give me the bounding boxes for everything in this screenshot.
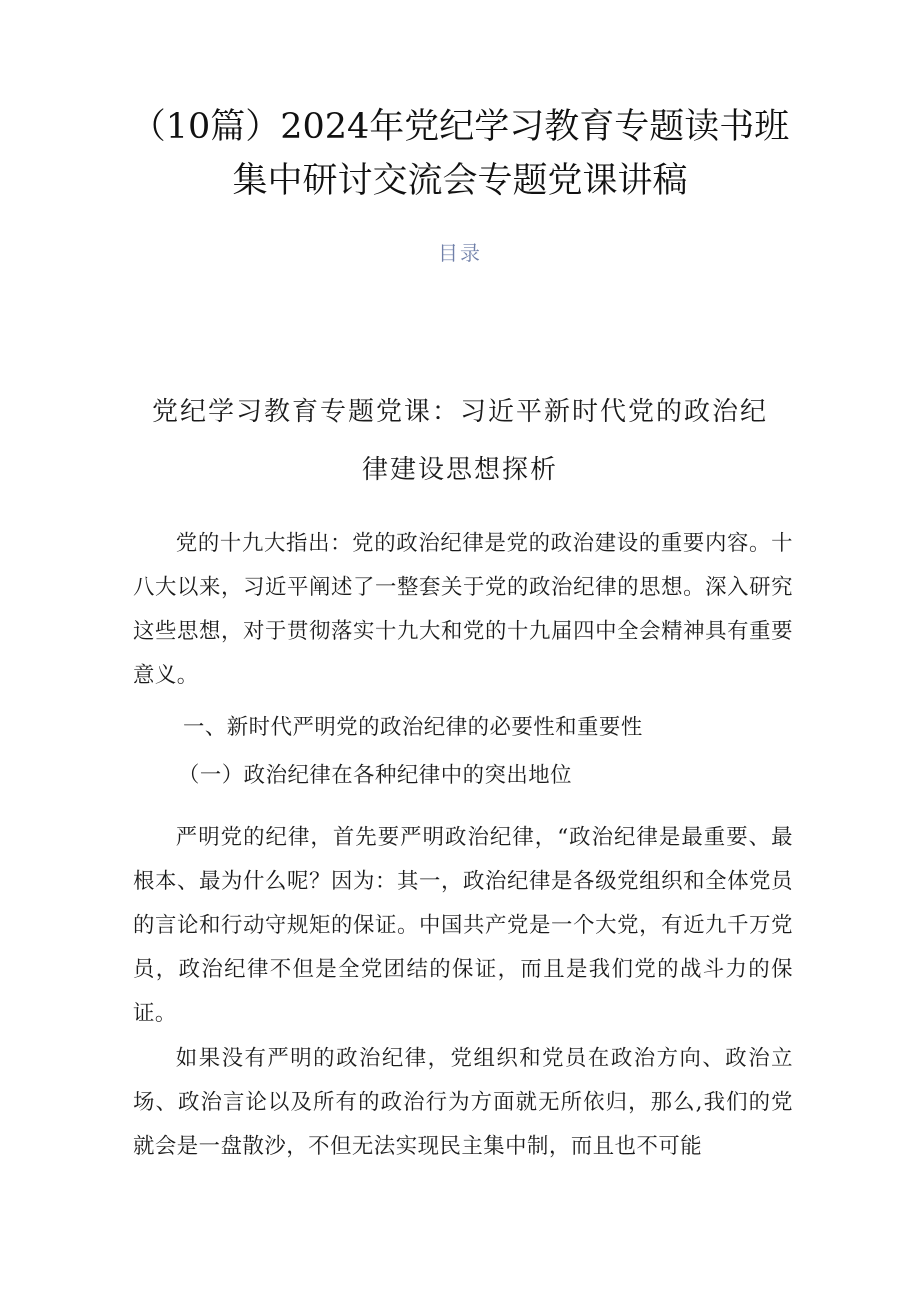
body-paragraph-1: 党的十九大指出：党的政治纪律是党的政治建设的重要内容。十八大以来，习近平阐述了一整套关于党的政治纪律的思想。深入研究这些思想，对于贯彻落实十九大和党的十九届四中全会精神具有重要意义。 (133, 531, 793, 688)
section-title-line-1: 党纪学习教育专题党课：习近平新时代党的政治纪 (151, 397, 768, 427)
section-title-line-2: 律建设思想探析 (361, 455, 558, 485)
document-title-line-1: （10篇）2024年党纪学习教育专题读书班 (130, 107, 790, 147)
body-paragraph-3: 如果没有严明的政治纪律，党组织和党员在政治方向、政治立场、政治言论以及所有的政治行为方面就无所依归，那么,我们的党就会是一盘散沙，不但无法实现民主集中制，而且也不可能 (133, 1046, 793, 1159)
heading-level-1: 一、新时代严明党的政治纪律的必要性和重要性 (183, 715, 643, 740)
table-of-contents-link[interactable]: 目录 (438, 241, 482, 265)
document-title (0, 100, 920, 208)
section-title (0, 383, 920, 499)
heading-level-2: （一）政治纪律在各种纪律中的突出地位 (178, 763, 573, 788)
body-paragraph-2: 严明党的纪律，首先要严明政治纪律，“政治纪律是最重要、最根本、最为什么呢？因为：其一，政治纪律是各级党组织和全体党员的言论和行动守规矩的保证。中国共产党是一个大党，有近九千万党员，政治纪律不但是全党团结的保证，而且是我们党的战斗力的保证。 (133, 825, 793, 1026)
document-title-line-2: 集中研讨交流会专题党课讲稿 (232, 161, 688, 201)
